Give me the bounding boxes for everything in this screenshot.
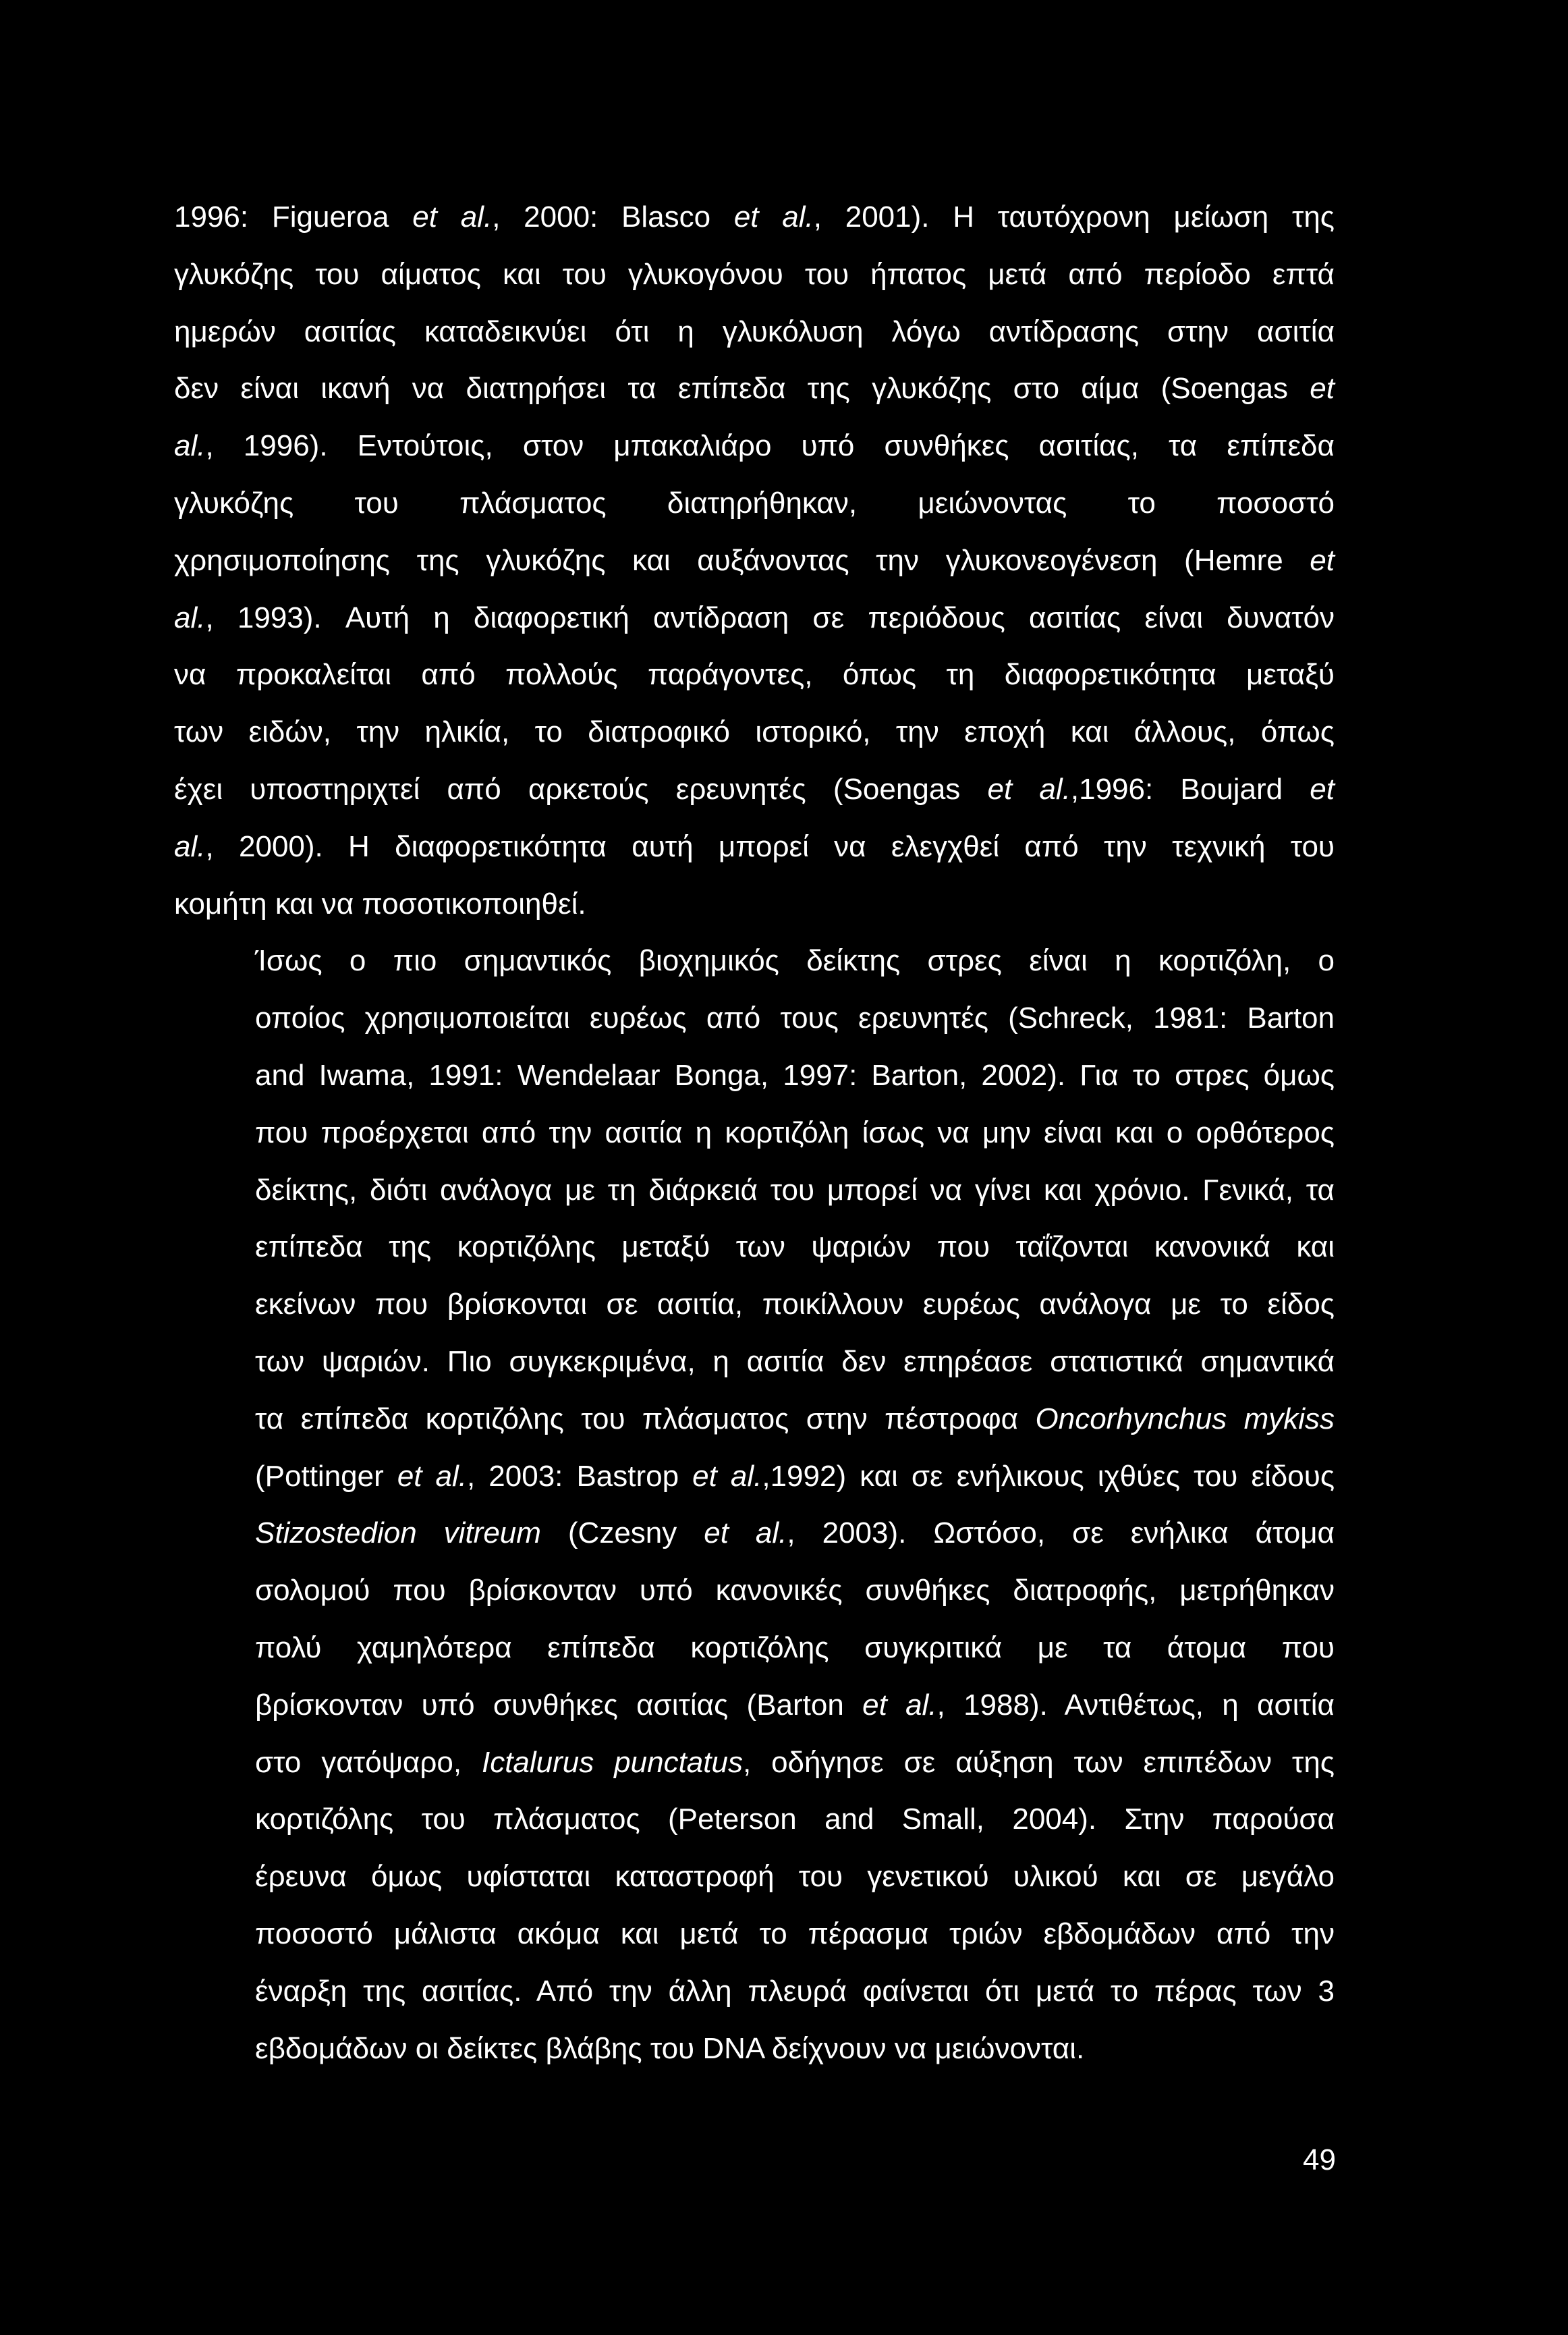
text-line bbox=[174, 990, 1335, 1047]
text-segment: , 2001). Η ταυτόχρονη μείωση της bbox=[813, 200, 1335, 234]
text-segment: των ειδών, την ηλικία, το διατροφικό ιστορικό, την εποχή και άλλους, όπως bbox=[174, 715, 1335, 749]
text-line bbox=[174, 761, 1335, 819]
text-segment: έρευνα όμως υφίσταται καταστροφή του γενετικού υλικού και σε μεγάλο bbox=[255, 1860, 1335, 1894]
text-segment: (Czesny bbox=[540, 1516, 704, 1550]
text-line bbox=[174, 1677, 1335, 1734]
italic-term: et al. bbox=[987, 772, 1071, 806]
text-line bbox=[174, 1162, 1335, 1219]
text-line bbox=[174, 246, 1335, 304]
text-segment: σολομού που βρίσκονταν υπό κανονικές συνθήκες διατροφής, μετρήθηκαν bbox=[255, 1574, 1335, 1608]
text-segment: , 2003). Ωστόσο, σε ενήλικα άτομα bbox=[787, 1516, 1335, 1550]
text-line bbox=[174, 418, 1335, 475]
text-segment: εκείνων που βρίσκονται σε ασιτία, ποικίλλουν ευρέως ανάλογα με το είδος bbox=[255, 1288, 1335, 1321]
text-segment: γλυκόζης του αίματος και του γλυκογόνου του ήπατος μετά από περίοδο επτά bbox=[174, 257, 1335, 291]
text-line bbox=[174, 360, 1335, 418]
italic-term: et al. bbox=[692, 1459, 762, 1493]
text-line bbox=[174, 933, 1335, 990]
text-line bbox=[174, 189, 1335, 246]
text-line bbox=[174, 819, 1335, 876]
paragraph-2 bbox=[174, 933, 1335, 2077]
text-line bbox=[174, 1391, 1335, 1448]
italic-term: et bbox=[1310, 543, 1335, 577]
text-line bbox=[174, 647, 1335, 704]
text-line bbox=[174, 876, 1335, 933]
text-line bbox=[174, 1219, 1335, 1276]
text-segment: επίπεδα της κορτιζόλης μεταξύ των ψαριών που ταΐζονται κανονικά και bbox=[255, 1230, 1335, 1264]
text-segment: χρησιμοποίησης της γλυκόζης και αυξάνοντας την γλυκονεογένεση (Hemre bbox=[174, 543, 1310, 577]
text-segment: , 2003: Bastrop bbox=[467, 1459, 693, 1493]
text-line bbox=[174, 1505, 1335, 1562]
text-segment: , 1988). Αντιθέτως, η ασιτία bbox=[936, 1688, 1335, 1722]
text-line bbox=[174, 2021, 1335, 2078]
italic-term: et al. bbox=[397, 1459, 468, 1493]
text-segment: Ίσως ο πιο σημαντικός βιοχημικός δείκτης στρες είναι η κορτιζόλη, ο bbox=[255, 944, 1335, 978]
italic-term: Ictalurus punctatus bbox=[481, 1745, 743, 1779]
text-segment: 1996: Figueroa bbox=[174, 200, 413, 234]
text-segment: κορτιζόλης του πλάσματος (Peterson and Small, 2004). Στην παρούσα bbox=[255, 1803, 1335, 1836]
text-segment: ,1992) και σε ενήλικους ιχθύες του είδους bbox=[762, 1459, 1335, 1493]
text-line bbox=[174, 1791, 1335, 1848]
italic-term: Oncorhynchus mykiss bbox=[1035, 1402, 1335, 1435]
text-line bbox=[174, 1848, 1335, 1906]
text-segment: , 1993). Αυτή η διαφορετική αντίδραση σε περιόδους ασιτίας είναι δυνατόν bbox=[205, 601, 1335, 634]
text-segment: (Pottinger bbox=[255, 1459, 397, 1493]
italic-term: et al. bbox=[862, 1688, 937, 1722]
text-line bbox=[174, 1562, 1335, 1620]
text-line bbox=[174, 1734, 1335, 1792]
text-segment: ημερών ασιτίας καταδεικνύει ότι η γλυκόλυση λόγω αντίδρασης στην ασιτία bbox=[174, 314, 1335, 348]
text-line bbox=[174, 304, 1335, 361]
text-line bbox=[174, 1963, 1335, 2021]
text-segment: , οδήγησε σε αύξηση των επιπέδων της bbox=[742, 1745, 1335, 1779]
text-line bbox=[174, 704, 1335, 761]
text-line bbox=[174, 1620, 1335, 1677]
text-segment: and Iwama, 1991: Wendelaar Bonga, 1997: Barton, 2002). Για το στρες όμως bbox=[255, 1058, 1335, 1092]
text-segment: κομήτη και να ποσοτικοποιηθεί. bbox=[174, 887, 586, 921]
italic-term: al. bbox=[174, 429, 206, 463]
text-segment: εβδομάδων οι δείκτες βλάβης του DNA δείχνουν να μειώνονται. bbox=[255, 2031, 1085, 2065]
text-line bbox=[174, 1448, 1335, 1506]
text-segment: δείκτης, διότι ανάλογα με τη διάρκειά του μπορεί να γίνει και χρόνιο. Γενικά, τα bbox=[255, 1173, 1335, 1207]
text-segment: , 1996). Εντούτοις, στον μπακαλιάρο υπό συνθήκες ασιτίας, τα επίπεδα bbox=[205, 429, 1335, 463]
italic-term: et bbox=[1310, 772, 1335, 806]
text-segment: οποίος χρησιμοποιείται ευρέως από τους ερευνητές (Schreck, 1981: Barton bbox=[255, 1001, 1335, 1035]
text-segment: βρίσκονταν υπό συνθήκες ασιτίας (Barton bbox=[255, 1688, 863, 1722]
body-text bbox=[174, 189, 1335, 2077]
text-line bbox=[174, 475, 1335, 532]
paragraph-1 bbox=[174, 189, 1335, 933]
text-segment: , 2000: Blasco bbox=[492, 200, 734, 234]
italic-term: Stizostedion vitreum bbox=[255, 1516, 541, 1550]
text-segment: που προέρχεται από την ασιτία η κορτιζόλη ίσως να μην είναι και ο ορθότερος bbox=[255, 1116, 1335, 1149]
text-line bbox=[174, 590, 1335, 647]
text-line bbox=[174, 1276, 1335, 1334]
text-line bbox=[174, 1906, 1335, 1963]
text-segment: των ψαριών. Πιο συγκεκριμένα, η ασιτία δεν επηρέασε στατιστικά σημαντικά bbox=[255, 1344, 1335, 1378]
text-segment: να προκαλείται από πολλούς παράγοντες, όπως τη διαφορετικότητα μεταξύ bbox=[174, 658, 1335, 692]
text-segment: έναρξη της ασιτίας. Από την άλλη πλευρά φαίνεται ότι μετά το πέρας των 3 bbox=[255, 1974, 1335, 2008]
text-segment: ποσοστό μάλιστα ακόμα και μετά το πέρασμα τριών εβδομάδων από την bbox=[255, 1917, 1335, 1950]
text-line bbox=[174, 1047, 1335, 1105]
text-segment: , 2000). Η διαφορετικότητα αυτή μπορεί να ελεγχθεί από την τεχνική του bbox=[205, 829, 1335, 863]
text-segment: ,1996: Boujard bbox=[1070, 772, 1310, 806]
italic-term: et al. bbox=[733, 200, 814, 234]
italic-term: al. bbox=[174, 601, 206, 634]
text-segment: στο γατόψαρο, bbox=[255, 1745, 482, 1779]
page-number: 49 bbox=[1303, 2143, 1336, 2176]
text-segment: πολύ χαμηλότερα επίπεδα κορτιζόλης συγκριτικά με τα άτομα που bbox=[255, 1630, 1335, 1664]
text-segment: γλυκόζης του πλάσματος διατηρήθηκαν, μειώνοντας το ποσοστό bbox=[174, 486, 1335, 520]
italic-term: et al. bbox=[704, 1516, 787, 1550]
text-line bbox=[174, 1105, 1335, 1162]
text-segment: έχει υποστηριχτεί από αρκετούς ερευνητές (Soengas bbox=[174, 772, 988, 806]
text-segment: δεν είναι ικανή να διατηρήσει τα επίπεδα της γλυκόζης στο αίμα (Soengas bbox=[174, 372, 1310, 406]
italic-term: al. bbox=[174, 829, 206, 863]
text-line bbox=[174, 1334, 1335, 1391]
italic-term: et al. bbox=[412, 200, 493, 234]
text-line bbox=[174, 532, 1335, 590]
italic-term: et bbox=[1310, 372, 1335, 406]
text-segment: τα επίπεδα κορτιζόλης του πλάσματος στην πέστροφα bbox=[255, 1402, 1036, 1435]
